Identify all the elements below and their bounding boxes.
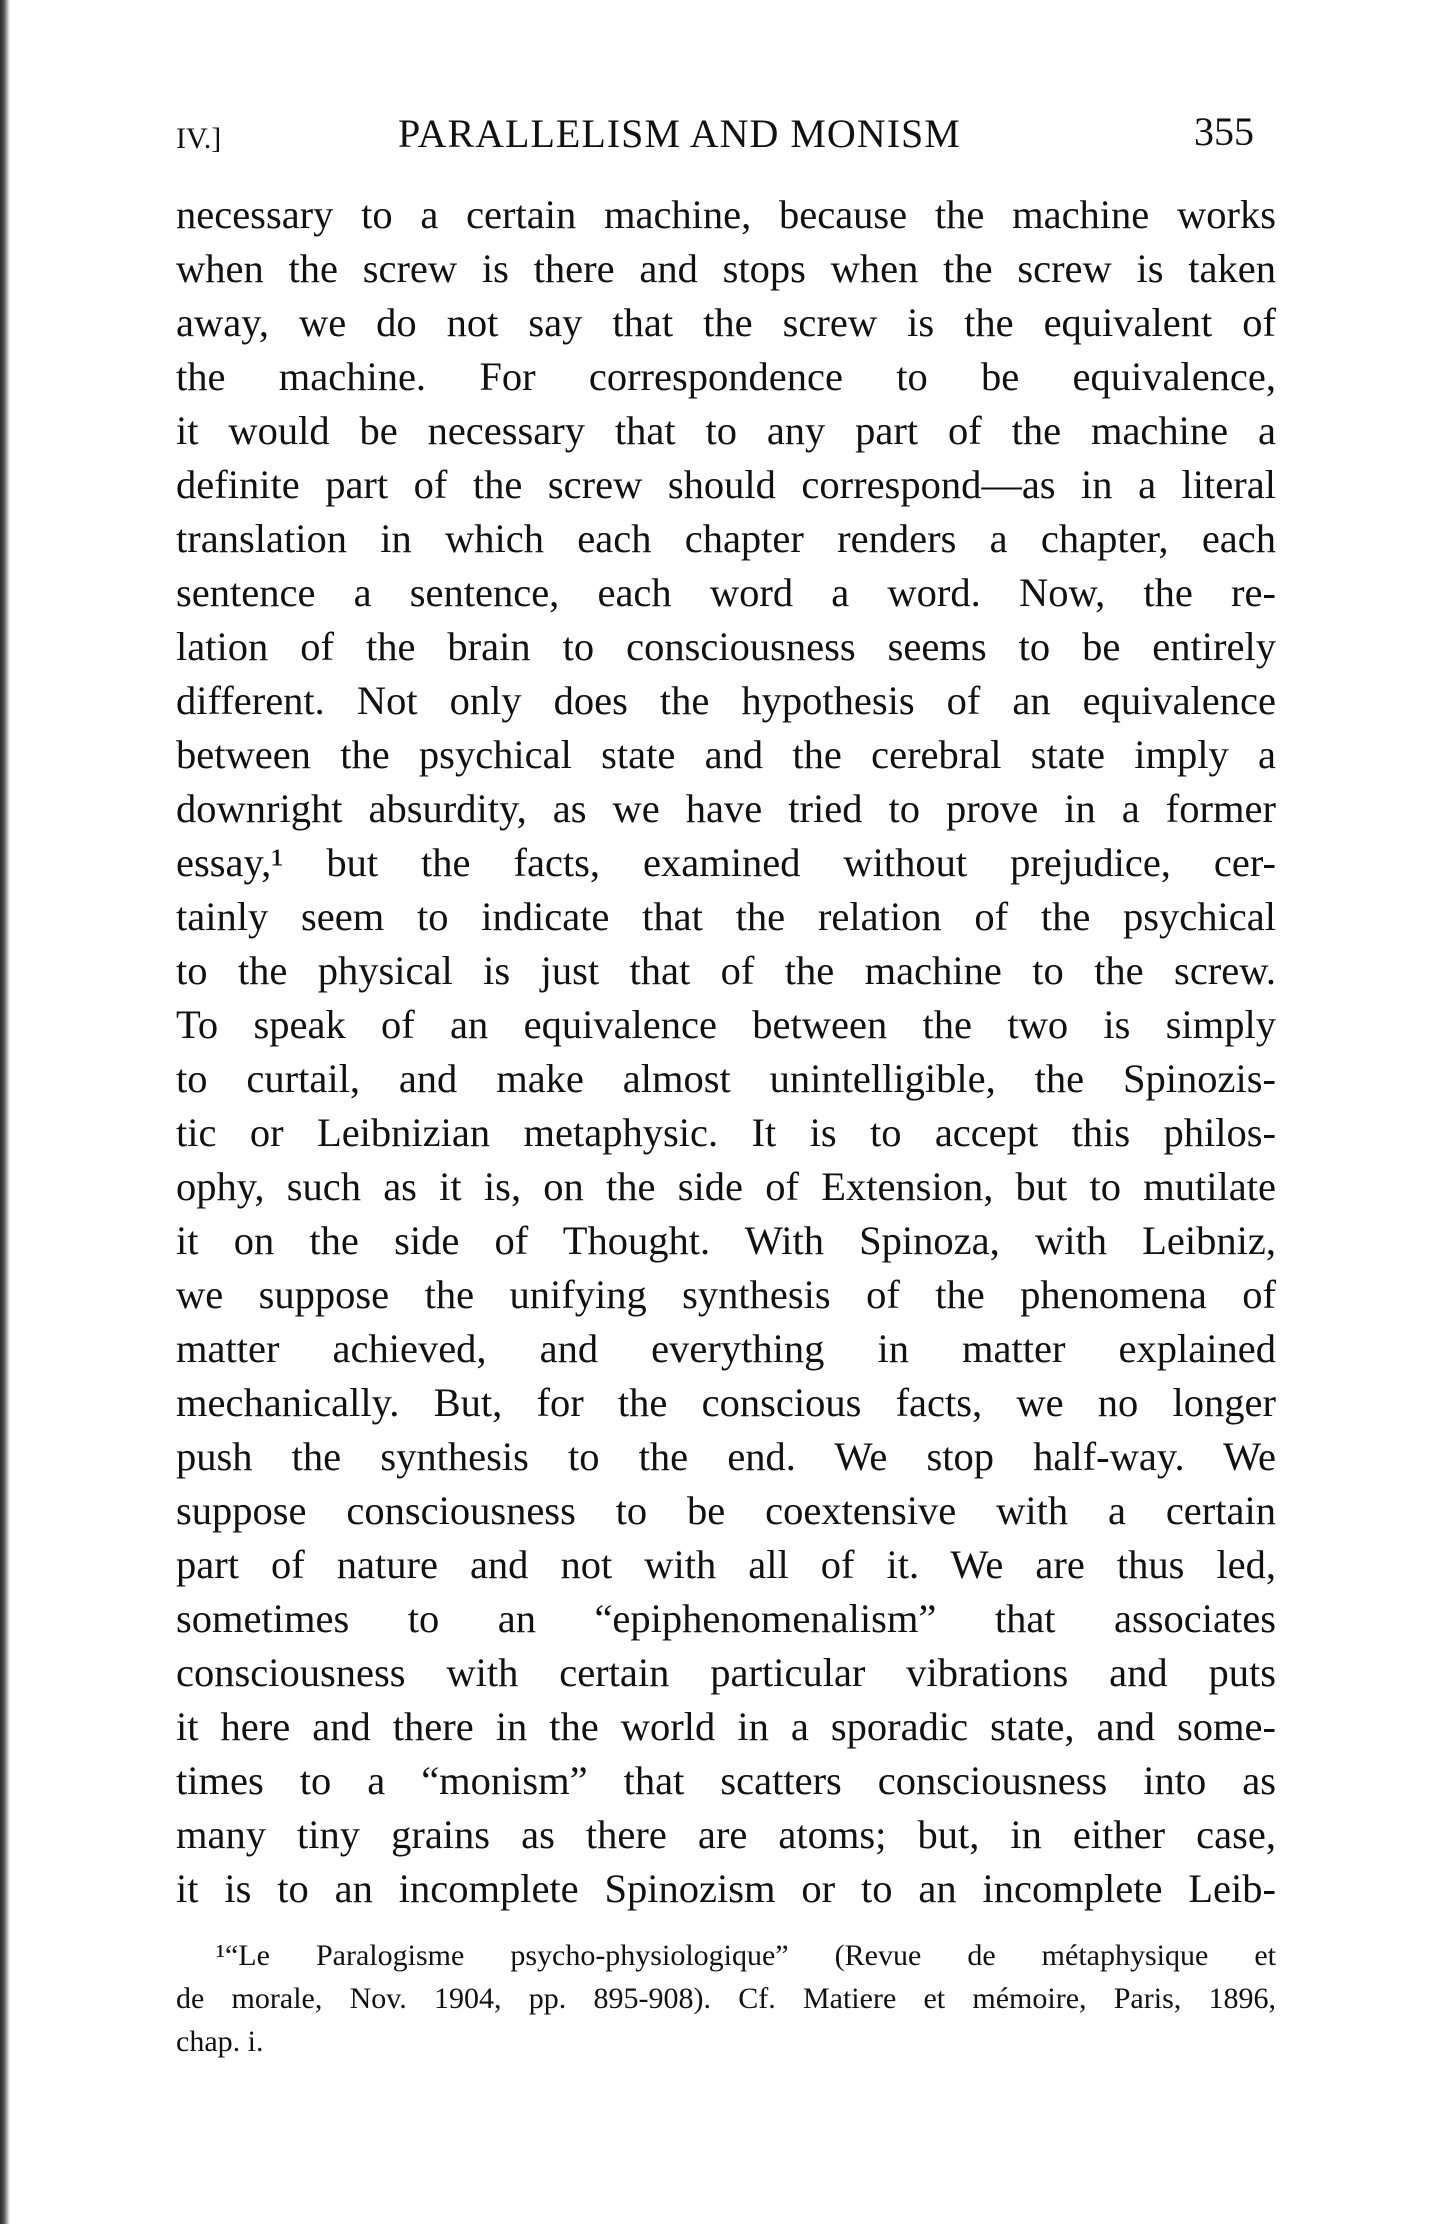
text-line: it here and there in the world in a sporadic state, and some- (176, 1704, 1276, 1749)
text-line: part of nature and not with all of it. We are thus led, (176, 1542, 1276, 1587)
text-line: sentence a sentence, each word a word. Now, the re- (176, 570, 1276, 615)
text-line: downright absurdity, as we have tried to prove in a former (176, 786, 1276, 831)
text-line: to the physical is just that of the machine to the screw. (176, 948, 1276, 993)
text-line: ophy, such as it is, on the side of Extension, but to mutilate (176, 1164, 1276, 1209)
text-line: definite part of the screw should correspond—as in a literal (176, 462, 1276, 507)
text-line: to curtail, and make almost unintelligible, the Spinozis- (176, 1056, 1276, 1101)
text-line: consciousness with certain particular vibrations and puts (176, 1650, 1276, 1695)
text-line: when the screw is there and stops when the screw is taken (176, 246, 1276, 291)
running-title: PARALLELISM AND MONISM (398, 111, 961, 156)
text-line: tainly seem to indicate that the relation of the psychical (176, 894, 1276, 939)
body-text (176, 188, 1276, 1916)
text-line: different. Not only does the hypothesis of an equivalence (176, 678, 1276, 723)
footnote-line: ¹“Le Paralogisme psycho-physiologique” (Revue de métaphysique et (216, 1939, 1276, 1972)
text-line: essay,¹ but the facts, examined without prejudice, cer- (176, 840, 1276, 885)
text-line: tic or Leibnizian metaphysic. It is to accept this philos- (176, 1110, 1276, 1155)
text-line: the machine. For correspondence to be equivalence, (176, 354, 1276, 399)
text-line: push the synthesis to the end. We stop half-way. We (176, 1434, 1276, 1479)
page-binding-edge (0, 0, 10, 2224)
text-line: matter achieved, and everything in matter explained (176, 1326, 1276, 1371)
text-line: we suppose the unifying synthesis of the phenomena of (176, 1272, 1276, 1317)
text-line: necessary to a certain machine, because the machine works (176, 192, 1276, 237)
text-line: sometimes to an “epiphenomenalism” that associates (176, 1596, 1276, 1641)
text-line: times to a “monism” that scatters consciousness into as (176, 1758, 1276, 1803)
text-line: many tiny grains as there are atoms; but, in either case, (176, 1812, 1276, 1857)
footnote-line: chap. i. (176, 2025, 264, 2058)
text-line: translation in which each chapter renders a chapter, each (176, 516, 1276, 561)
text-line: suppose consciousness to be coextensive with a certain (176, 1488, 1276, 1533)
text-line: it on the side of Thought. With Spinoza, with Leibniz, (176, 1218, 1276, 1263)
text-line: between the psychical state and the cerebral state imply a (176, 732, 1276, 777)
section-number: IV.] (176, 122, 222, 155)
text-line: To speak of an equivalence between the two is simply (176, 1002, 1276, 1047)
running-header (176, 110, 1276, 170)
text-line: lation of the brain to consciousness seems to be entirely (176, 624, 1276, 669)
text-line: it would be necessary that to any part of the machine a (176, 408, 1276, 453)
footnote (176, 1934, 1276, 2063)
footnote-line: de morale, Nov. 1904, pp. 895-908). Cf. Matiere et mémoire, Paris, 1896, (176, 1982, 1276, 2015)
text-line: away, we do not say that the screw is the equivalent of (176, 300, 1276, 345)
text-line: mechanically. But, for the conscious facts, we no longer (176, 1380, 1276, 1425)
page-number: 355 (1194, 109, 1254, 154)
text-line: it is to an incomplete Spinozism or to an incomplete Leib- (176, 1866, 1276, 1911)
